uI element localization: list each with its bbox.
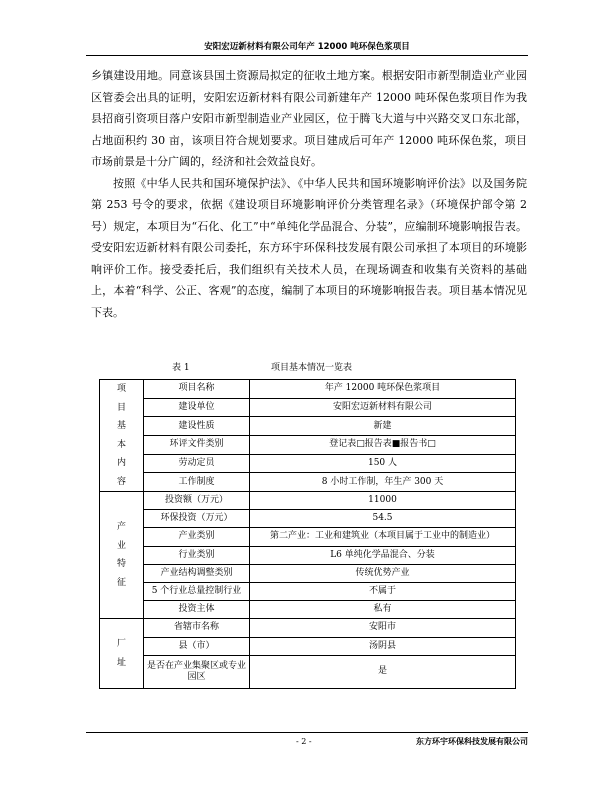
row-item: 是否在产业集聚区或专业园区 [144,655,250,688]
table-row [100,398,516,417]
table-row [100,582,516,600]
row-value: 登记表□报告表■报告书□ [250,435,516,454]
row-value: 年产 12000 吨环保色浆项目 [250,380,516,399]
row-value: 传统优势产业 [250,564,516,582]
row-item: 工作制度 [144,473,250,492]
row-value: 不属于 [250,582,516,600]
page-footer [86,732,528,747]
table-row [100,454,516,473]
row-item: 行业类别 [144,546,250,564]
row-value: 8 小时工作制，年生产 300 天 [250,473,516,492]
row-value: 安阳市 [250,619,516,637]
page-header [86,41,528,56]
table-row [100,546,516,564]
group-label-basic: 项 目 基 本 内 容 [100,380,144,492]
header-title: 安阳宏迈新材料有限公司年产 12000 吨环保色浆项目 [204,42,410,52]
row-item: 产业结构调整类别 [144,564,250,582]
row-value: 是 [250,655,516,688]
paragraph-2: 按照《中华人民共和国环境保护法》、《中华人民共和国环境影响评价法》以及国务院第 253 号令的要求，依据《建设项目环境影响评价分类管理名录》（环境保护部令第 2 号）规定，本项目为“石化、化工”中“单纯化学品混合、分装”，应编制环境影响报告表。受安阳宏迈新材料有限公司委托，东方环宇环保科技发展有限公司承担了本项目的环境影响评价工作。接受委托后，我们组织有关技术人员，在现场调查和收集有关资料的基础上，本着“科学、公正、客观”的态度，编制了本项目的环境影响报告表。项目基本情况见下表。 [91,176,527,319]
table-row [100,473,516,492]
table-row [100,417,516,436]
table-row [100,564,516,582]
row-value: 54.5 [250,510,516,528]
table-row [100,380,516,399]
row-item: 投资主体 [144,601,250,619]
row-item: 5 个行业总量控制行业 [144,582,250,600]
group-label-industry: 产 业 特 征 [100,492,144,619]
row-value: 汤阴县 [250,637,516,655]
row-value: 11000 [250,492,516,510]
row-item: 环保投资（万元） [144,510,250,528]
table-row [100,510,516,528]
paragraph-1: 乡镇建设用地。同意该县国土资源局拟定的征收土地方案。根据安阳市新型制造业产业园区管委会出具的证明，安阳宏迈新材料有限公司新建年产 12000 吨环保色浆项目作为我县招商引资项目落户安阳市新型制造业产业园区，位于腾飞大道与中兴路交叉口东北部，占地面积约 30 亩，该项目符合规划要求。项目建成后可年产 12000 吨环保色浆，项目市场前景是十分广阔的，经济和社会效益良好。 [91,69,527,168]
row-item: 投资额（万元） [144,492,250,510]
footer-company: 东方环宇环保科技发展有限公司 [416,737,528,746]
row-item: 产业类别 [144,528,250,546]
table-caption-title: 项目基本情况一览表 [271,363,353,373]
table-row [100,528,516,546]
table-row [100,601,516,619]
body-text [91,65,527,323]
row-item: 建设性质 [144,417,250,436]
table-row [100,435,516,454]
row-item: 劳动定员 [144,454,250,473]
table-row [100,637,516,655]
table-row [100,619,516,637]
row-item: 建设单位 [144,398,250,417]
row-value: 私有 [250,601,516,619]
row-value: 150 人 [250,454,516,473]
row-item: 环评文件类别 [144,435,250,454]
group-label-site: 厂 址 [100,619,144,688]
row-value: 新建 [250,417,516,436]
row-item: 项目名称 [144,380,250,399]
page-number: - 2 - [296,737,312,746]
row-item: 省辖市名称 [144,619,250,637]
project-info-table [99,379,516,689]
table-caption-number: 表 1 [172,363,190,373]
row-value: 安阳宏迈新材料有限公司 [250,398,516,417]
table-row [100,655,516,688]
row-value: 第二产业：工业和建筑业（本项目属于工业中的制造业） [250,528,516,546]
table-row [100,492,516,510]
row-item: 县（市） [144,637,250,655]
row-value: L6 单纯化学品混合、分装 [250,546,516,564]
